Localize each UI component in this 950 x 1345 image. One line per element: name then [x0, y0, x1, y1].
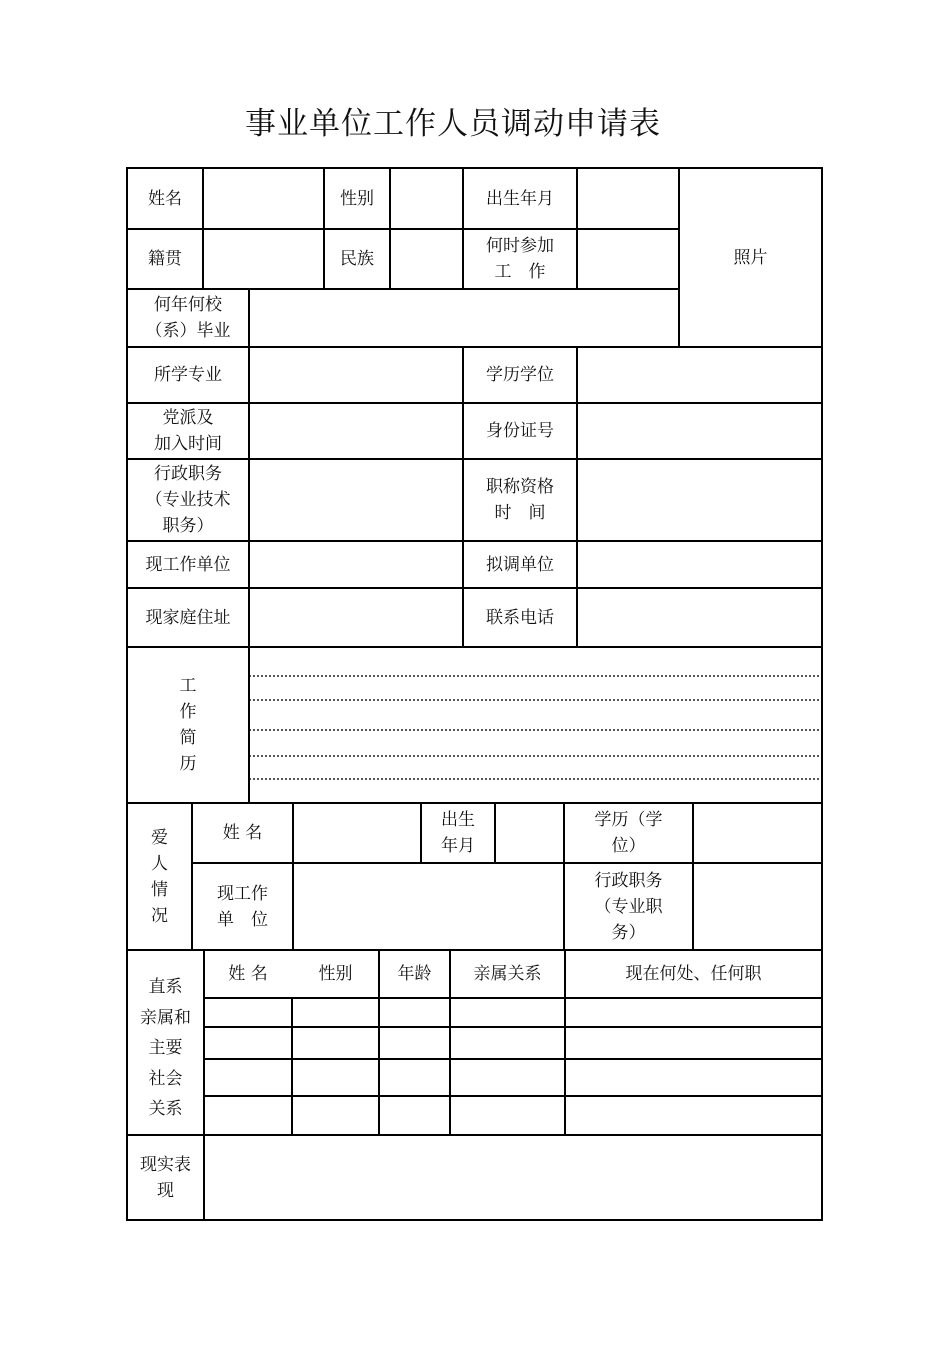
name-label: 姓名 [148, 188, 182, 209]
work-start-field[interactable] [578, 230, 678, 288]
work-start-label: 何时参加 工 作 [486, 236, 554, 282]
birth-label: 出生年月 [486, 188, 554, 209]
title-time-label: 职称资格 时 间 [486, 477, 554, 523]
spouse-position-field[interactable] [694, 864, 821, 949]
performance-label: 现实表 现 [140, 1154, 191, 1201]
relatives-header-age: 年龄 [397, 964, 432, 984]
relatives-header-position: 现在何处、任何职 [625, 964, 762, 984]
target-unit-field[interactable] [578, 542, 821, 587]
graduated-school-field[interactable] [250, 290, 678, 346]
education-field[interactable] [578, 348, 821, 402]
major-field[interactable] [250, 348, 462, 402]
graduated-school-label: 何年何校 （系）毕业 [145, 295, 231, 341]
phone-label: 联系电话 [486, 607, 554, 628]
ethnicity-label: 民族 [340, 249, 374, 269]
phone-field[interactable] [578, 589, 821, 646]
spouse-education-field[interactable] [694, 804, 821, 862]
gender-label: 性别 [340, 188, 374, 209]
spouse-unit-label: 现工作 单 位 [217, 883, 268, 930]
major-label: 所学专业 [154, 365, 222, 385]
spouse-education-label: 学历（学 位） [594, 810, 663, 856]
home-address-label: 现家庭住址 [145, 607, 231, 628]
title-time-field[interactable] [578, 460, 821, 540]
ethnicity-field[interactable] [391, 230, 462, 288]
photo-box[interactable]: 照片 [733, 247, 768, 268]
id-number-label: 身份证号 [486, 421, 554, 441]
spouse-section-label: 爱 人 情 况 [151, 827, 168, 926]
target-unit-label: 拟调单位 [486, 554, 554, 575]
spouse-name-label: 姓 名 [222, 823, 263, 843]
home-address-field[interactable] [250, 589, 462, 646]
work-history-label: 工 作 简 历 [179, 676, 197, 774]
relatives-header-relation: 亲属关系 [473, 964, 542, 984]
id-number-field[interactable] [578, 404, 821, 458]
current-unit-label: 现工作单位 [145, 554, 231, 575]
spouse-birth-field[interactable] [496, 804, 563, 862]
education-label: 学历学位 [486, 365, 554, 385]
spouse-birth-label: 出生 年月 [441, 810, 475, 856]
party-field[interactable] [250, 404, 462, 458]
relatives-table-body[interactable] [205, 999, 821, 1134]
admin-position-label: 行政职务 （专业技术 职务） [145, 464, 231, 536]
party-label: 党派及 加入时间 [154, 408, 222, 454]
spouse-name-field[interactable] [294, 804, 420, 862]
relatives-header-gender: 性别 [318, 964, 353, 984]
relatives-section-label: 直系 亲属和 主要 社会 关系 [140, 977, 191, 1119]
admin-position-field[interactable] [250, 460, 462, 540]
spouse-unit-field[interactable] [294, 864, 563, 949]
relatives-header-name: 姓 名 [228, 964, 268, 984]
native-place-field[interactable] [204, 230, 323, 288]
performance-field[interactable] [205, 1136, 821, 1219]
gender-field[interactable] [391, 169, 462, 228]
current-unit-field[interactable] [250, 542, 462, 587]
spouse-position-label: 行政职务 （专业职 务） [594, 870, 663, 943]
document-title: 事业单位工作人员调动申请表 [245, 106, 661, 142]
name-field[interactable] [204, 169, 323, 228]
birth-field[interactable] [578, 169, 678, 228]
native-place-label: 籍贯 [148, 249, 182, 269]
work-history-field[interactable] [250, 648, 821, 802]
